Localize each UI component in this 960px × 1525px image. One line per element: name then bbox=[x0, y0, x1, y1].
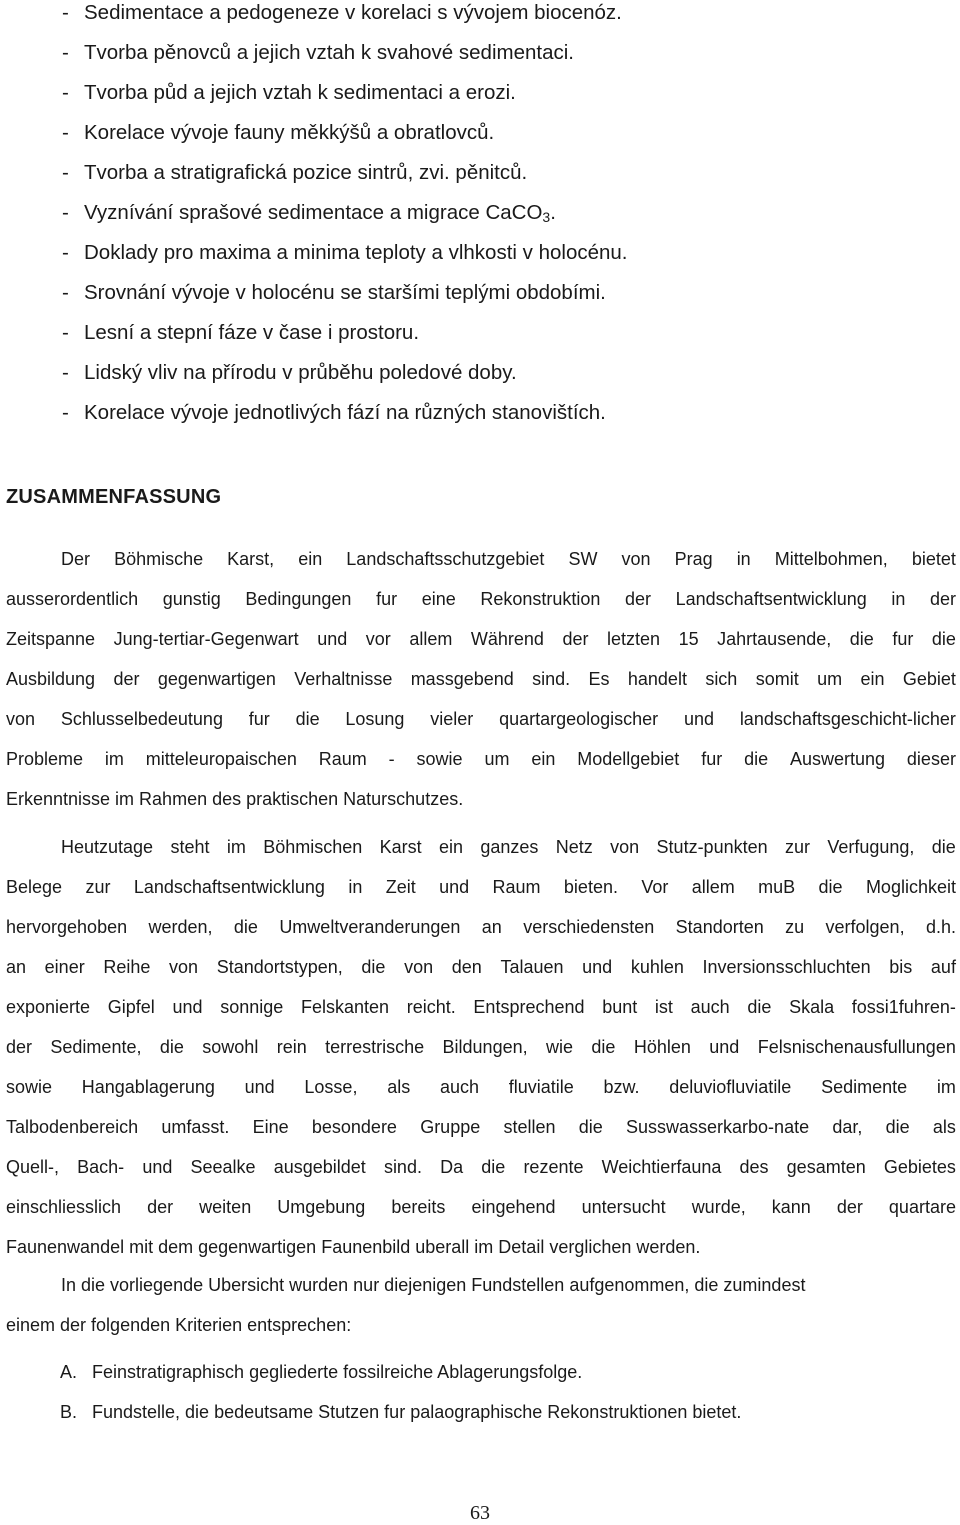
word: die bbox=[818, 877, 843, 897]
word: die bbox=[578, 1117, 603, 1137]
paragraph-line bbox=[6, 954, 956, 994]
word: Quell-, bbox=[6, 1157, 60, 1177]
paragraph-line: In die vorliegende Ubersicht wurden nur diejenigen Fundstellen aufgenommen, die zumindest bbox=[61, 1275, 806, 1295]
word: gesamten bbox=[786, 1157, 866, 1177]
list-item-text: Korelace vývoje fauny měkkýšů a obratlovců. bbox=[84, 121, 495, 144]
word: Gebiet bbox=[902, 669, 956, 689]
list-item bbox=[62, 160, 942, 200]
word: Landschaftsschutzgebiet bbox=[346, 549, 545, 569]
list-item-text: Lidský vliv na přírodu v průběhu poledové doby. bbox=[84, 361, 517, 384]
word: an bbox=[481, 917, 502, 937]
word: Verfugung, bbox=[827, 837, 915, 857]
word: landschaftsgeschicht-licher bbox=[739, 709, 956, 729]
word: Probleme bbox=[6, 749, 84, 769]
word: die bbox=[849, 629, 874, 649]
paragraph-line bbox=[6, 546, 956, 586]
word: Reihe bbox=[103, 957, 151, 977]
word: Jahrtausende, bbox=[717, 629, 832, 649]
word: dar, bbox=[832, 1117, 863, 1137]
word: Prag bbox=[674, 549, 713, 569]
word: und bbox=[244, 1077, 275, 1097]
word: Skala bbox=[789, 997, 835, 1017]
word: Auswertung bbox=[789, 749, 886, 769]
word: an bbox=[6, 957, 27, 977]
word: Landschaftsentwicklung bbox=[133, 877, 325, 897]
criteria-list bbox=[60, 1359, 741, 1439]
list-item bbox=[62, 360, 942, 400]
word: sowie bbox=[6, 1077, 53, 1097]
paragraph-line bbox=[6, 586, 956, 626]
criteria-marker: A. bbox=[60, 1362, 78, 1382]
word: rein bbox=[276, 1037, 307, 1057]
word: ein bbox=[860, 669, 885, 689]
word: von bbox=[6, 709, 36, 729]
word: steht bbox=[170, 837, 210, 857]
word: Gruppe bbox=[420, 1117, 481, 1137]
word: die bbox=[931, 629, 956, 649]
list-item bbox=[62, 200, 942, 240]
list-item-text: Tvorba pěnovců a jejich vztah k svahové sedimentaci. bbox=[84, 41, 574, 64]
word: der bbox=[562, 629, 589, 649]
word: werden, bbox=[148, 917, 213, 937]
subscript: 3 bbox=[542, 209, 551, 225]
word: besondere bbox=[311, 1117, 397, 1137]
word: fur bbox=[376, 589, 398, 609]
criteria-text: Feinstratigraphisch gegliederte fossilreiche Ablagerungsfolge. bbox=[92, 1362, 583, 1382]
word: Sedimente bbox=[821, 1077, 908, 1097]
word: untersucht bbox=[581, 1197, 666, 1217]
section-heading: ZUSAMMENFASSUNG bbox=[6, 486, 222, 508]
word: Losse, bbox=[304, 1077, 358, 1097]
word: muB bbox=[758, 877, 796, 897]
word: gunstig bbox=[162, 589, 221, 609]
word: Gebietes bbox=[883, 1157, 956, 1177]
summary-paragraph-1 bbox=[6, 546, 956, 826]
word: sich bbox=[705, 669, 738, 689]
word: zu bbox=[785, 917, 805, 937]
word: der bbox=[147, 1197, 174, 1217]
paragraph-line bbox=[6, 874, 956, 914]
paragraph-line bbox=[6, 1034, 956, 1074]
word: Umgebung bbox=[277, 1197, 366, 1217]
word: Heutzutage bbox=[61, 837, 154, 857]
word: sowie bbox=[416, 749, 463, 769]
word: in bbox=[891, 589, 906, 609]
word: bunt bbox=[602, 997, 638, 1017]
bullet-dash: - bbox=[62, 281, 69, 304]
word: Bach- bbox=[77, 1157, 125, 1177]
list-item-text bbox=[84, 200, 556, 226]
word: ausserordentlich bbox=[6, 589, 139, 609]
word: in bbox=[736, 549, 751, 569]
word: der bbox=[836, 1197, 863, 1217]
word: kann bbox=[771, 1197, 811, 1217]
word: im bbox=[936, 1077, 956, 1097]
word: um bbox=[817, 669, 843, 689]
word: Zeit bbox=[385, 877, 416, 897]
word: Höhlen bbox=[633, 1037, 691, 1057]
word: fluviatile bbox=[508, 1077, 574, 1097]
word: Zeitspanne bbox=[6, 629, 96, 649]
word: Weichtierfauna bbox=[601, 1157, 722, 1177]
bullet-dash: - bbox=[62, 81, 69, 104]
word: sonnige bbox=[220, 997, 284, 1017]
word: Karst bbox=[379, 837, 422, 857]
word: im bbox=[104, 749, 124, 769]
paragraph-line bbox=[6, 914, 956, 954]
research-topics-list bbox=[62, 0, 942, 440]
word: bis bbox=[889, 957, 913, 977]
word: letzten bbox=[607, 629, 661, 649]
word: Vor bbox=[641, 877, 669, 897]
word: wurde, bbox=[691, 1197, 746, 1217]
word: Während bbox=[470, 629, 544, 649]
word: umfasst. bbox=[161, 1117, 230, 1137]
word: Bildungen, bbox=[442, 1037, 528, 1057]
bullet-dash: - bbox=[62, 121, 69, 144]
word: kuhlen bbox=[630, 957, 684, 977]
word: Da bbox=[440, 1157, 464, 1177]
criteria-item bbox=[60, 1399, 741, 1439]
word: Raum bbox=[492, 877, 541, 897]
list-item-text: Tvorba půd a jejich vztah k sedimentaci a erozi. bbox=[84, 81, 516, 104]
word: Inversionsschluchten bbox=[702, 957, 871, 977]
word: der bbox=[6, 1037, 33, 1057]
paragraph-line bbox=[6, 706, 956, 746]
word: bereits bbox=[391, 1197, 446, 1217]
list-item bbox=[62, 120, 942, 160]
word: auf bbox=[930, 957, 956, 977]
word: die bbox=[885, 1117, 910, 1137]
paragraph-line: Faunenwandel mit dem gegenwartigen Faunenbild uberall im Detail verglichen werden. bbox=[6, 1237, 701, 1257]
list-item-text: Sedimentace a pedogeneze v korelaci s vývojem biocenóz. bbox=[84, 1, 622, 24]
paragraph-line bbox=[6, 1194, 956, 1234]
bullet-dash: - bbox=[62, 1, 69, 24]
word: Böhmische bbox=[114, 549, 204, 569]
page-number: 63 bbox=[470, 1502, 490, 1524]
list-item-text: Korelace vývoje jednotlivých fází na různých stanovištích. bbox=[84, 401, 606, 424]
word: vieler bbox=[430, 709, 474, 729]
list-item-text: Tvorba a stratigrafická pozice sintrů, zvi. pěnitců. bbox=[84, 161, 528, 184]
word: Jung-tertiar-Gegenwart bbox=[113, 629, 299, 649]
list-item bbox=[62, 80, 942, 120]
word: ganzes bbox=[480, 837, 539, 857]
word: die bbox=[295, 709, 320, 729]
word: die bbox=[481, 1157, 506, 1177]
paragraph-line bbox=[6, 1114, 956, 1154]
word: zur bbox=[85, 877, 111, 897]
word: von bbox=[621, 549, 651, 569]
paragraph-line bbox=[6, 834, 956, 874]
summary-paragraph-3 bbox=[6, 1272, 956, 1352]
word: d.h. bbox=[925, 917, 956, 937]
word: Hangablagerung bbox=[81, 1077, 215, 1097]
word: Susswasserkarbo-nate bbox=[626, 1117, 810, 1137]
summary-paragraph-2 bbox=[6, 834, 956, 1274]
word: quartare bbox=[888, 1197, 956, 1217]
word: somit bbox=[755, 669, 799, 689]
paragraph-line bbox=[6, 1154, 956, 1194]
word: die bbox=[744, 749, 769, 769]
word: und bbox=[709, 1037, 740, 1057]
word: fur bbox=[892, 629, 914, 649]
word: ist bbox=[654, 997, 673, 1017]
word: die bbox=[747, 997, 772, 1017]
word: Seealke bbox=[190, 1157, 256, 1177]
word: und bbox=[582, 957, 613, 977]
bullet-dash: - bbox=[62, 361, 69, 384]
word: und bbox=[142, 1157, 173, 1177]
word: Netz bbox=[555, 837, 593, 857]
word: Belege bbox=[6, 877, 63, 897]
word: Felskanten bbox=[300, 997, 390, 1017]
word: eine bbox=[421, 589, 456, 609]
word: die bbox=[233, 917, 258, 937]
word: dieser bbox=[906, 749, 956, 769]
word: ein bbox=[438, 837, 464, 857]
word: als bbox=[387, 1077, 411, 1097]
word: die bbox=[591, 1037, 616, 1057]
word: Losung bbox=[345, 709, 405, 729]
word: Sedimente, bbox=[50, 1037, 142, 1057]
list-item bbox=[62, 400, 942, 440]
word: sowohl bbox=[202, 1037, 259, 1057]
word: vor bbox=[365, 629, 391, 649]
word: sind. bbox=[532, 669, 571, 689]
word: Eine bbox=[252, 1117, 289, 1137]
word: Talbodenbereich bbox=[6, 1117, 139, 1137]
word: Böhmischen bbox=[263, 837, 363, 857]
word: wie bbox=[546, 1037, 574, 1057]
word: der bbox=[113, 669, 140, 689]
word: hervorgehoben bbox=[6, 917, 128, 937]
list-item-text-end: . bbox=[550, 201, 556, 224]
paragraph-line bbox=[6, 666, 956, 706]
word: Verhaltnisse bbox=[294, 669, 393, 689]
bullet-dash: - bbox=[62, 201, 69, 224]
word: Talauen bbox=[500, 957, 564, 977]
criteria-item bbox=[60, 1359, 741, 1399]
word: Landschaftsentwicklung bbox=[675, 589, 867, 609]
word: und bbox=[683, 709, 715, 729]
bullet-dash: - bbox=[62, 41, 69, 64]
word: die bbox=[159, 1037, 184, 1057]
word: Gipfel bbox=[107, 997, 155, 1017]
word: in bbox=[348, 877, 363, 897]
word: fur bbox=[248, 709, 270, 729]
word: Modellgebiet bbox=[577, 749, 680, 769]
word: mitteleuropaischen bbox=[145, 749, 297, 769]
word: rezente bbox=[523, 1157, 584, 1177]
word: 15 bbox=[678, 629, 699, 649]
paragraph-line bbox=[6, 1074, 956, 1114]
list-item bbox=[62, 40, 942, 80]
word: bzw. bbox=[603, 1077, 640, 1097]
word: ein bbox=[298, 549, 323, 569]
criteria-text: Fundstelle, die bedeutsame Stutzen fur palaographische Rekonstruktionen bietet. bbox=[92, 1402, 742, 1422]
word: und bbox=[439, 877, 470, 897]
word: Standortstypen, bbox=[216, 957, 343, 977]
list-item-text: Doklady pro maxima a minima teploty a vlhkosti v holocénu. bbox=[84, 241, 628, 264]
word: bieten. bbox=[563, 877, 618, 897]
paragraph-line bbox=[6, 994, 956, 1034]
word: Standorten bbox=[675, 917, 764, 937]
word: allem bbox=[691, 877, 735, 897]
criteria-marker: B. bbox=[60, 1402, 78, 1422]
word: und bbox=[172, 997, 203, 1017]
word: des bbox=[739, 1157, 769, 1177]
paragraph-line: einem der folgenden Kriterien entsprechen: bbox=[6, 1315, 352, 1335]
word: zur bbox=[784, 837, 810, 857]
word: exponierte bbox=[6, 997, 91, 1017]
bullet-dash: - bbox=[62, 161, 69, 184]
word: auch bbox=[439, 1077, 479, 1097]
word: fossi1fuhren- bbox=[851, 997, 956, 1017]
word: Mittelbohmen, bbox=[774, 549, 888, 569]
word: handelt bbox=[627, 669, 687, 689]
list-item bbox=[62, 280, 942, 320]
word: der bbox=[625, 589, 652, 609]
list-item bbox=[62, 240, 942, 280]
word: Umweltveranderungen bbox=[279, 917, 461, 937]
bullet-dash: - bbox=[62, 241, 69, 264]
word: Schlusselbedeutung bbox=[60, 709, 223, 729]
word: SW bbox=[568, 549, 598, 569]
word: Karst, bbox=[227, 549, 275, 569]
word: - bbox=[388, 749, 395, 769]
word: von bbox=[404, 957, 434, 977]
word: die bbox=[931, 837, 956, 857]
word: Bedingungen bbox=[245, 589, 352, 609]
word: Rekonstruktion bbox=[480, 589, 601, 609]
word: ein bbox=[531, 749, 556, 769]
word: einschliesslich bbox=[6, 1197, 122, 1217]
word: fur bbox=[701, 749, 723, 769]
word: Moglichkeit bbox=[865, 877, 956, 897]
paragraph-line bbox=[6, 746, 956, 786]
word: ausgebildet bbox=[273, 1157, 366, 1177]
word: Entsprechend bbox=[473, 997, 585, 1017]
bullet-dash: - bbox=[62, 321, 69, 344]
word: reicht. bbox=[406, 997, 456, 1017]
word: gegenwartigen bbox=[157, 669, 276, 689]
word: stellen bbox=[503, 1117, 556, 1137]
word: Raum bbox=[318, 749, 367, 769]
word: allem bbox=[409, 629, 453, 649]
word: um bbox=[484, 749, 510, 769]
word: Felsnischenausfullungen bbox=[757, 1037, 956, 1057]
paragraph-line: Erkenntnisse im Rahmen des praktischen Naturschutzes. bbox=[6, 789, 464, 809]
list-item bbox=[62, 320, 942, 360]
word: von bbox=[610, 837, 640, 857]
word: im bbox=[226, 837, 246, 857]
word: Es bbox=[588, 669, 610, 689]
word: sind. bbox=[383, 1157, 422, 1177]
bullet-dash: - bbox=[62, 401, 69, 424]
word: verschiedensten bbox=[523, 917, 655, 937]
word: terrestrische bbox=[325, 1037, 425, 1057]
word: Stutz-punkten bbox=[656, 837, 768, 857]
word: von bbox=[169, 957, 199, 977]
word: eingehend bbox=[471, 1197, 556, 1217]
word: der bbox=[929, 589, 956, 609]
list-item-text: Srovnání vývoje v holocénu se staršími teplými obdobími. bbox=[84, 281, 606, 304]
word: massgebend bbox=[410, 669, 514, 689]
list-item-text: Lesní a stepní fáze v čase i prostoru. bbox=[84, 321, 420, 344]
word: deluviofluviatile bbox=[669, 1077, 792, 1097]
word: Der bbox=[61, 549, 91, 569]
word: als bbox=[932, 1117, 956, 1137]
word: auch bbox=[690, 997, 730, 1017]
word: verfolgen, bbox=[825, 917, 905, 937]
word: und bbox=[317, 629, 348, 649]
word: bietet bbox=[911, 549, 956, 569]
word: einer bbox=[44, 957, 85, 977]
word: weiten bbox=[199, 1197, 252, 1217]
word: den bbox=[451, 957, 482, 977]
word: quartargeologischer bbox=[499, 709, 659, 729]
word: Ausbildung bbox=[6, 669, 96, 689]
paragraph-line bbox=[6, 626, 956, 666]
word: die bbox=[361, 957, 386, 977]
list-item-text-main: Vyznívání sprašové sedimentace a migrace CaCO bbox=[84, 201, 543, 224]
list-item bbox=[62, 0, 942, 40]
